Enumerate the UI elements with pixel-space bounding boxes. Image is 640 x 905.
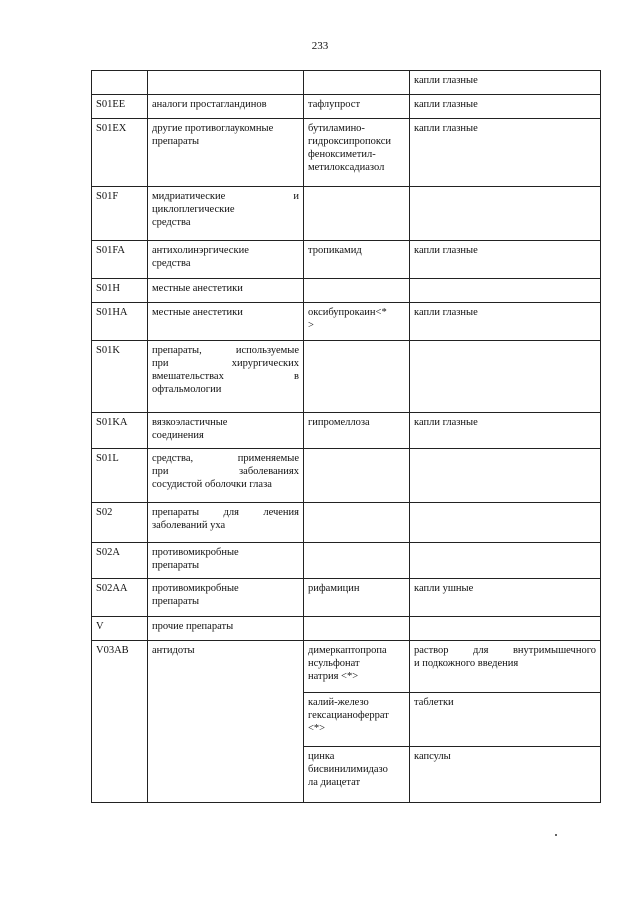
cell-line: капли глазные [414, 417, 478, 428]
drug-name-cell [304, 187, 410, 241]
cell-line: рифамицин [308, 583, 360, 594]
atc-code-cell [92, 71, 148, 95]
cell-line: препараты [152, 136, 200, 147]
dosage-form-cell [410, 119, 601, 187]
group-name-cell [148, 119, 304, 187]
cell-line: гипромеллоза [308, 417, 370, 428]
drug-name-cell [304, 503, 410, 543]
cell-line: сосудистой оболочки глаза [152, 479, 272, 490]
cell-line: мидриатические и [152, 191, 299, 202]
atc-code-cell: S01K [92, 341, 148, 413]
cell-line: капсулы [414, 751, 451, 762]
dosage-form-cell [410, 279, 601, 303]
drug-name-cell [304, 119, 410, 187]
table-row [92, 341, 601, 413]
group-name-cell [148, 449, 304, 503]
cell-line: препараты [152, 560, 200, 571]
cell-line: капли глазные [414, 245, 478, 256]
dosage-form-cell [410, 341, 601, 413]
table-row [92, 449, 601, 503]
cell-line: натрия <*> [308, 671, 359, 682]
drug-name-cell [304, 579, 410, 617]
table-row [92, 71, 601, 95]
atc-code-cell: S02AA [92, 579, 148, 617]
dosage-form-cell [410, 503, 601, 543]
group-name-cell [148, 187, 304, 241]
table-row [92, 543, 601, 579]
cell-line: капли глазные [414, 75, 478, 86]
drug-name-cell [304, 543, 410, 579]
group-name-cell [148, 279, 304, 303]
drug-name-cell [304, 693, 410, 747]
table-row [92, 413, 601, 449]
cell-line: препараты для лечения [152, 507, 299, 518]
drug-name-cell [304, 279, 410, 303]
dosage-form-cell [410, 543, 601, 579]
atc-code-cell: S01HA [92, 303, 148, 341]
drug-name-cell [304, 95, 410, 119]
cell-line: антихолинэргические [152, 245, 249, 256]
group-name-cell [148, 413, 304, 449]
atc-code-cell: S01L [92, 449, 148, 503]
cell-line: препараты [152, 596, 200, 607]
drug-name-cell [304, 341, 410, 413]
table-row [92, 119, 601, 187]
table-row [92, 579, 601, 617]
cell-line: соединения [152, 430, 204, 441]
dosage-form-cell [410, 449, 601, 503]
cell-line: капли глазные [414, 99, 478, 110]
cell-line: противомикробные [152, 547, 239, 558]
cell-line: препараты, используемые [152, 345, 299, 356]
cell-line: метилоксадиазол [308, 162, 385, 173]
atc-code-cell: S01F [92, 187, 148, 241]
drug-name-cell [304, 641, 410, 693]
cell-line: > [308, 320, 314, 331]
atc-code-cell: S01EE [92, 95, 148, 119]
cell-line: и подкожного введения [414, 658, 519, 669]
dosage-form-cell [410, 95, 601, 119]
cell-line: калий-железо [308, 697, 369, 708]
dosage-form-cell [410, 579, 601, 617]
cell-line: тафлупрост [308, 99, 361, 110]
cell-line: гидроксипропокси [308, 136, 391, 147]
cell-line: местные анестетики [152, 283, 243, 294]
table-row [92, 95, 601, 119]
group-name-cell [148, 303, 304, 341]
atc-code-cell: S02 [92, 503, 148, 543]
group-name-cell [148, 95, 304, 119]
cell-line: местные анестетики [152, 307, 243, 318]
cell-line: нсульфонат [308, 658, 360, 669]
cell-line: при хирургических [152, 358, 299, 369]
cell-line: капли глазные [414, 307, 478, 318]
cell-line: димеркаптопропа [308, 645, 387, 656]
group-name-cell [148, 543, 304, 579]
drug-name-cell [304, 413, 410, 449]
cell-line: при заболеваниях [152, 466, 299, 477]
cell-line: капли глазные [414, 123, 478, 134]
dosage-form-cell [410, 241, 601, 279]
drug-name-cell [304, 617, 410, 641]
table-row [92, 279, 601, 303]
cell-line: прочие препараты [152, 621, 234, 632]
cell-line: аналоги простагландинов [152, 99, 267, 110]
atc-code-cell: S01KA [92, 413, 148, 449]
atc-code-cell: S02A [92, 543, 148, 579]
cell-line: оксибупрокаин<* [308, 307, 387, 318]
cell-line: тропикамид [308, 245, 362, 256]
cell-line: заболеваний уха [152, 520, 226, 531]
cell-line: средства [152, 217, 191, 228]
cell-line: средства [152, 258, 191, 269]
cell-line: раствор для внутримышечного [414, 645, 596, 656]
group-name-cell [148, 617, 304, 641]
table-row [92, 641, 601, 693]
atc-code-cell: S01H [92, 279, 148, 303]
cell-line: другие противоглаукомные [152, 123, 274, 134]
group-name-cell [148, 503, 304, 543]
page-number: 233 [311, 40, 329, 52]
atc-code-cell: S01FA [92, 241, 148, 279]
atc-code-cell: V [92, 617, 148, 641]
cell-line: антидоты [152, 645, 195, 656]
cell-line: ла диацетат [308, 777, 361, 788]
drug-table [91, 70, 601, 803]
dosage-form-cell [410, 693, 601, 747]
cell-line: вмешательствах в [152, 371, 299, 382]
table-row [92, 617, 601, 641]
dosage-form-cell [410, 617, 601, 641]
group-name-cell [148, 341, 304, 413]
cell-line: <*> [308, 723, 326, 734]
table-row [92, 503, 601, 543]
cell-line: вязкоэластичные [152, 417, 228, 428]
drug-name-cell [304, 71, 410, 95]
table-row [92, 241, 601, 279]
group-name-cell [148, 641, 304, 803]
cell-line: бутиламино- [308, 123, 365, 134]
table-row [92, 187, 601, 241]
drug-name-cell [304, 449, 410, 503]
drug-name-cell [304, 747, 410, 803]
group-name-cell [148, 579, 304, 617]
cell-line: противомикробные [152, 583, 239, 594]
cell-line: капли ушные [414, 583, 474, 594]
stray-mark [555, 834, 557, 836]
cell-line: бисвинилимидазо [308, 764, 388, 775]
cell-line: цинка [308, 751, 335, 762]
atc-code-cell: S01EX [92, 119, 148, 187]
dosage-form-cell [410, 303, 601, 341]
atc-code-cell: V03AB [92, 641, 148, 803]
cell-line: гексацианоферрат [308, 710, 389, 721]
group-name-cell [148, 241, 304, 279]
table-row [92, 303, 601, 341]
dosage-form-cell [410, 413, 601, 449]
dosage-form-cell [410, 747, 601, 803]
cell-line: офтальмологии [152, 384, 222, 395]
drug-name-cell [304, 241, 410, 279]
cell-line: средства, применяемые [152, 453, 299, 464]
cell-line: феноксиметил- [308, 149, 376, 160]
cell-line: таблетки [414, 697, 454, 708]
cell-line: циклоплегические [152, 204, 235, 215]
drug-name-cell [304, 303, 410, 341]
group-name-cell [148, 71, 304, 95]
dosage-form-cell [410, 187, 601, 241]
dosage-form-cell [410, 641, 601, 693]
dosage-form-cell [410, 71, 601, 95]
